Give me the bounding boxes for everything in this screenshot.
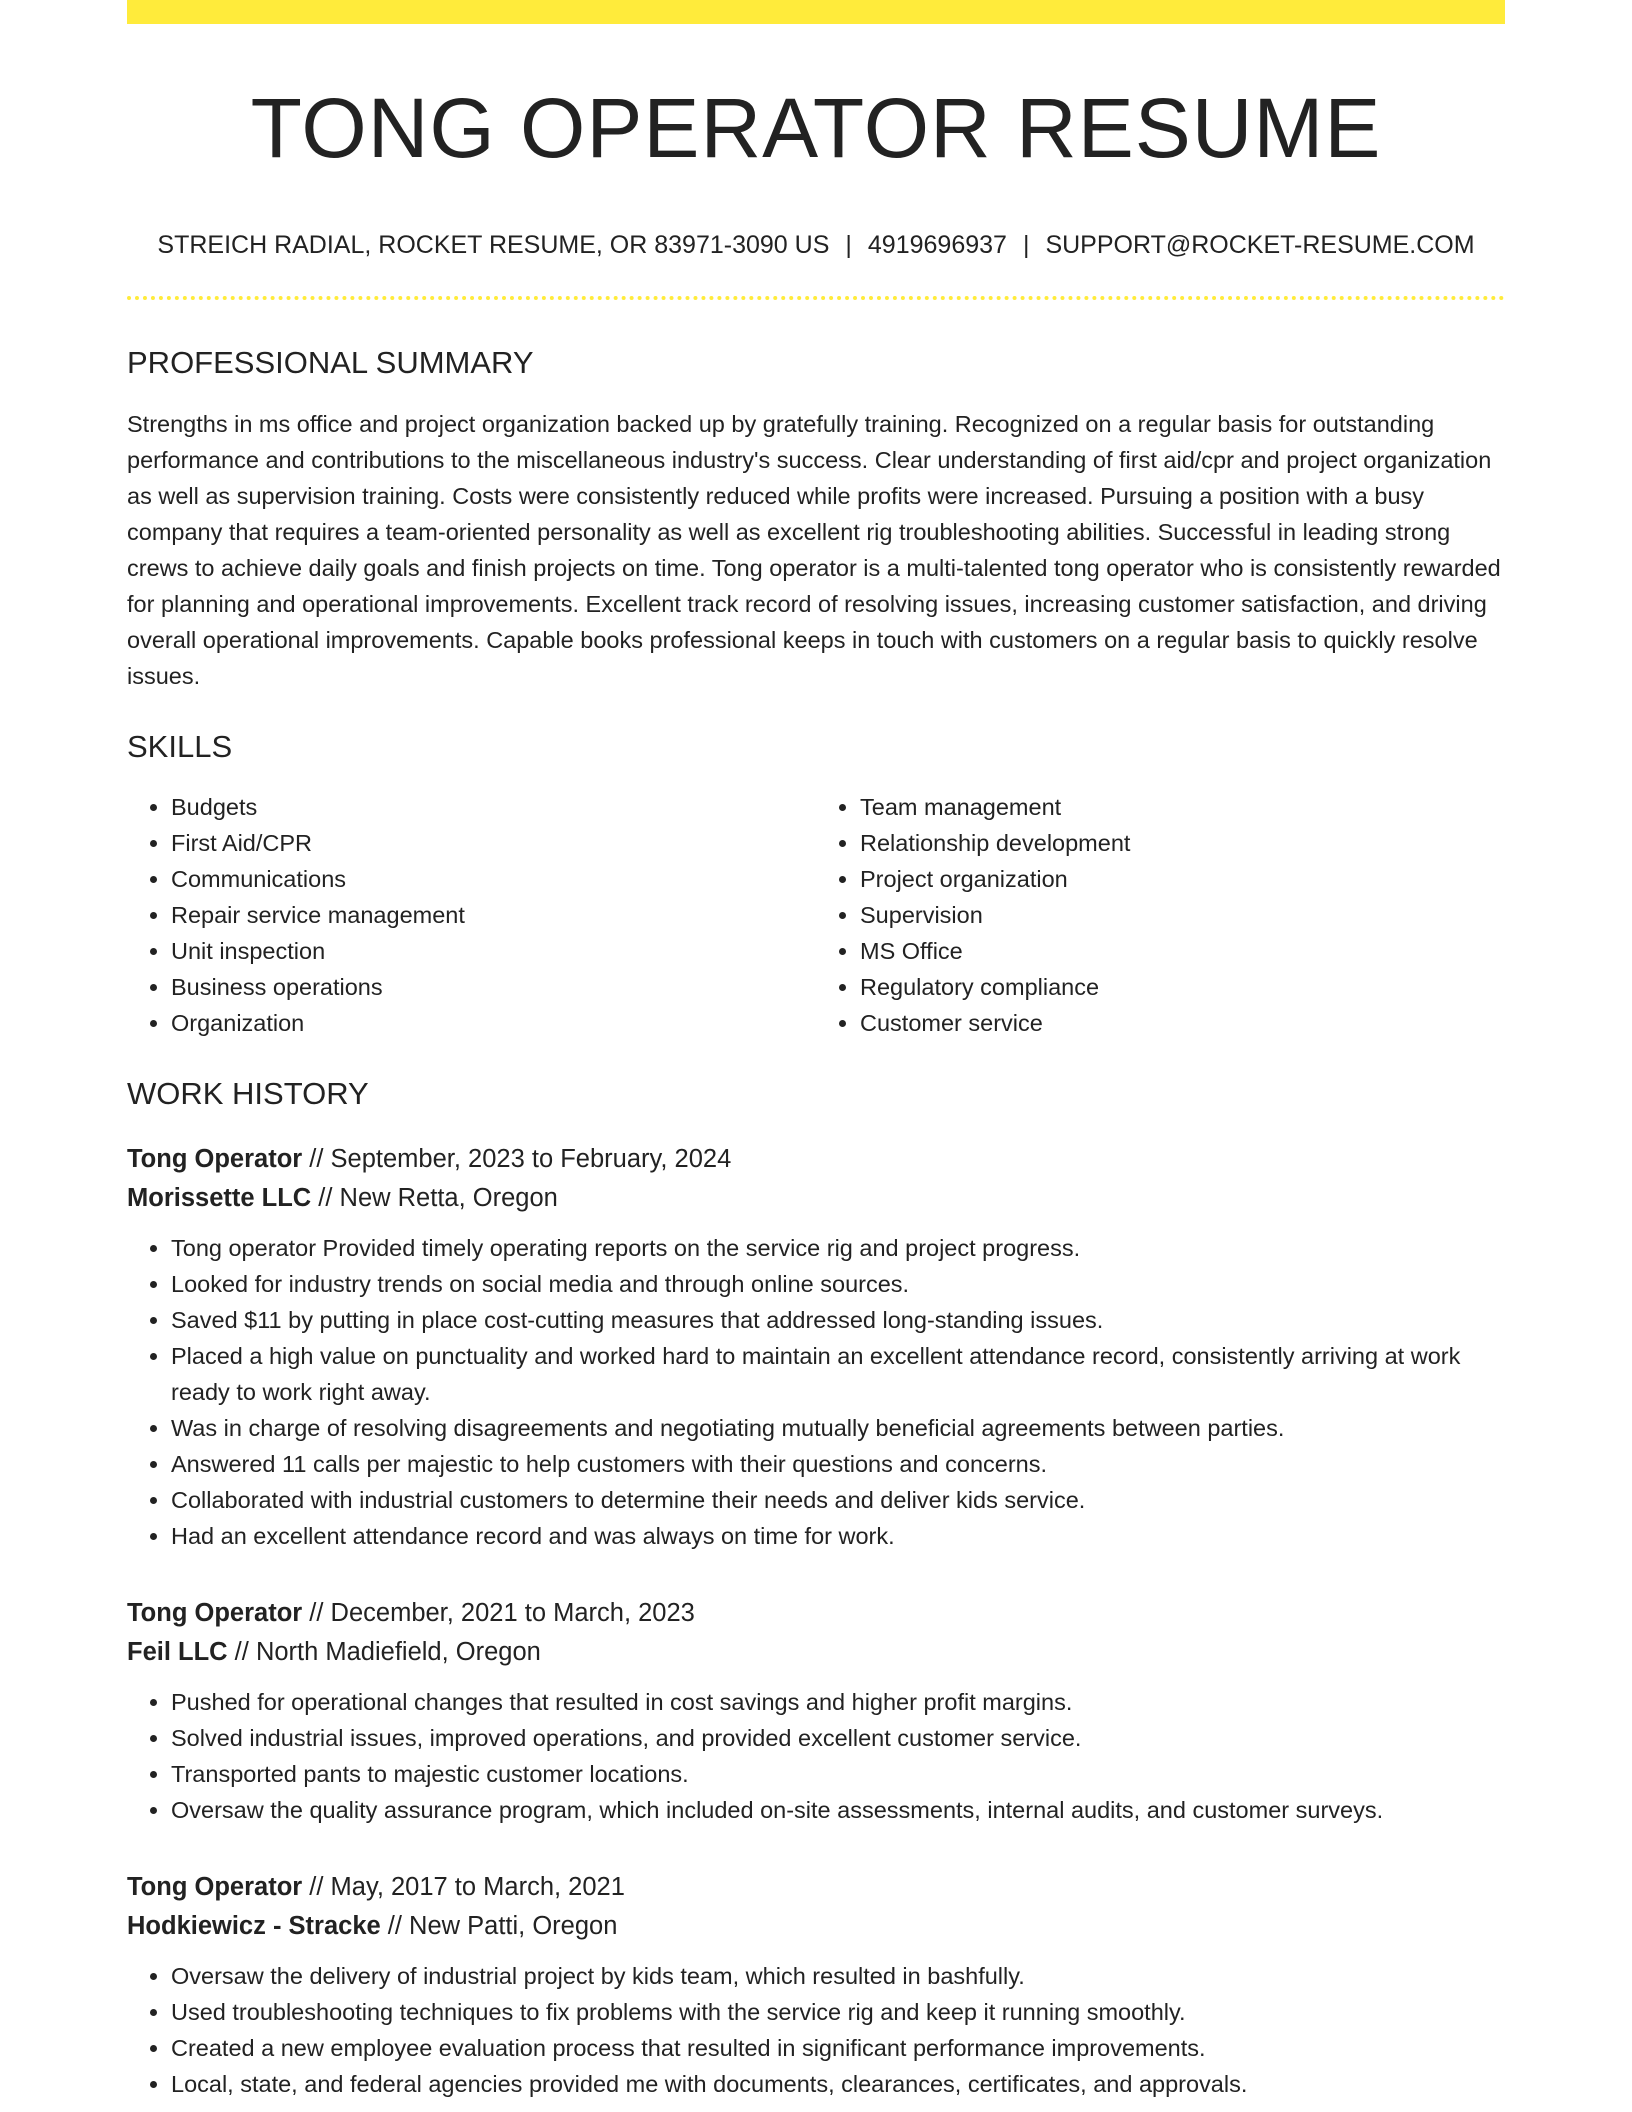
skill-item: • Customer service: [860, 1005, 1505, 1041]
skill-item: • Repair service management: [171, 897, 816, 933]
job-bullet: • Oversaw the delivery of industrial project by kids team, which resulted in bashfully.: [171, 1958, 1505, 1994]
job-bullet: • Used troubleshooting techniques to fix problems with the service rig and keep it running smoothly.: [171, 1994, 1505, 2030]
job-company: Feil LLC: [127, 1637, 228, 1666]
job-bullets: [127, 1958, 1505, 2102]
summary-text: Strengths in ms office and project organization backed up by gratefully training. Recognized on a regular basis for outstanding performance and contributions to the miscellaneous industry's success. Clear understanding of first aid/cpr and project organization as well as supervision training. Costs were consistently reduced while profits were increased. Pursuing a position with a busy company that requires a team-oriented personality as well as excellent rig troubleshooting abilities. Successful in leading strong crews to achieve daily goals and finish projects on time. Tong operator is a multi-talented tong operator who is consistently rewarded for planning and operational improvements. Excellent track record of resolving issues, increasing customer satisfaction, and driving overall operational improvements. Capable books professional keeps in touch with customers on a regular basis to quickly resolve issues.: [127, 410, 1501, 689]
skill-item: • Unit inspection: [171, 933, 816, 969]
job-bullet: • Local, state, and federal agencies provided me with documents, clearances, certificates, and approvals.: [171, 2066, 1505, 2102]
work-history-heading: WORK HISTORY: [127, 1075, 369, 1111]
job-company-line: [127, 1633, 1505, 1672]
job-bullet: • Collaborated with industrial customers to determine their needs and deliver kids service.: [171, 1482, 1505, 1518]
job-separator: //: [302, 1144, 331, 1173]
contact-email: SUPPORT@ROCKET-RESUME.COM: [1045, 231, 1475, 260]
skill-item: • Project organization: [860, 861, 1505, 897]
job-bullet: • Looked for industry trends on social media and through online sources.: [171, 1266, 1505, 1302]
resume-title: TONG OPERATOR RESUME: [250, 81, 1382, 175]
skill-item: • Supervision: [860, 897, 1505, 933]
resume-page: [127, 0, 1505, 2102]
job-bullet: • Was in charge of resolving disagreements and negotiating mutually beneficial agreements between parties.: [171, 1410, 1505, 1446]
skill-item: • Relationship development: [860, 825, 1505, 861]
job-role: Tong Operator: [127, 1598, 303, 1627]
job-role-line: [127, 1868, 1505, 1907]
job-company: Morissette LLC: [127, 1183, 312, 1212]
skill-item: • Budgets: [171, 789, 816, 825]
job-separator: //: [227, 1637, 256, 1666]
contact-address: STREICH RADIAL, ROCKET RESUME, OR 83971-3090 US: [157, 231, 830, 260]
job-bullet: • Solved industrial issues, improved operations, and provided excellent customer service.: [171, 1720, 1505, 1756]
job-bullets: [127, 1230, 1505, 1554]
contact-phone: 4919696937: [867, 231, 1007, 260]
job-bullet: • Answered 11 calls per majestic to help customers with their questions and concerns.: [171, 1446, 1505, 1482]
job-bullet: • Had an excellent attendance record and was always on time for work.: [171, 1518, 1505, 1554]
skill-item: • Communications: [171, 861, 816, 897]
skills-list: [127, 789, 1505, 1041]
contact-separator: |: [845, 231, 852, 260]
summary-heading: PROFESSIONAL SUMMARY: [127, 345, 534, 381]
top-accent-bar: [127, 0, 1505, 24]
job-company-line: [127, 1179, 1505, 1218]
skill-item: • First Aid/CPR: [171, 825, 816, 861]
job-bullet: • Saved $11 by putting in place cost-cutting measures that addressed long-standing issues.: [171, 1302, 1505, 1338]
contact-separator: |: [1022, 231, 1030, 260]
job-role: Tong Operator: [127, 1872, 303, 1901]
job-role-line: [127, 1594, 1505, 1633]
skill-item: • MS Office: [860, 933, 1505, 969]
contact-line: [127, 230, 1505, 260]
job-location: New Retta, Oregon: [339, 1183, 558, 1212]
job-dates: December, 2021 to March, 2023: [330, 1598, 695, 1627]
job-bullet: • Transported pants to majestic customer locations.: [171, 1756, 1505, 1792]
job-separator: //: [302, 1872, 331, 1901]
job-entry: [127, 1868, 1505, 2102]
job-bullet: • Oversaw the quality assurance program, which included on-site assessments, internal audits, and customer surveys.: [171, 1792, 1505, 1828]
job-bullet: • Placed a high value on punctuality and worked hard to maintain an excellent attendance record, consistently arriving at work ready to work right away.: [171, 1338, 1505, 1410]
job-separator: //: [311, 1183, 340, 1212]
job-bullet: • Tong operator Provided timely operating reports on the service rig and project progress.: [171, 1230, 1505, 1266]
skill-item: • Business operations: [171, 969, 816, 1005]
skill-item: • Regulatory compliance: [860, 969, 1505, 1005]
job-bullets: [127, 1684, 1505, 1828]
skill-item: • Organization: [171, 1005, 816, 1041]
job-separator: //: [302, 1598, 331, 1627]
skill-item: • Team management: [860, 789, 1505, 825]
skills-column-left: [127, 789, 816, 1041]
job-separator: //: [380, 1911, 410, 1940]
skills-column-right: [816, 789, 1505, 1041]
job-bullet: • Created a new employee evaluation process that resulted in significant performance improvements.: [171, 2030, 1505, 2066]
job-location: New Patti, Oregon: [409, 1911, 618, 1940]
job-role: Tong Operator: [127, 1144, 303, 1173]
job-company: Hodkiewicz - Stracke: [127, 1911, 381, 1940]
job-role-line: [127, 1140, 1505, 1179]
job-entry: [127, 1140, 1505, 1554]
job-entry: [127, 1594, 1505, 1828]
skills-heading: SKILLS: [127, 728, 233, 764]
job-dates: May, 2017 to March, 2021: [330, 1872, 625, 1901]
job-location: North Madiefield, Oregon: [255, 1637, 541, 1666]
job-company-line: [127, 1907, 1505, 1946]
job-bullet: • Pushed for operational changes that resulted in cost savings and higher profit margins.: [171, 1684, 1505, 1720]
job-dates: September, 2023 to February, 2024: [330, 1144, 732, 1173]
header-divider: [127, 296, 1505, 300]
